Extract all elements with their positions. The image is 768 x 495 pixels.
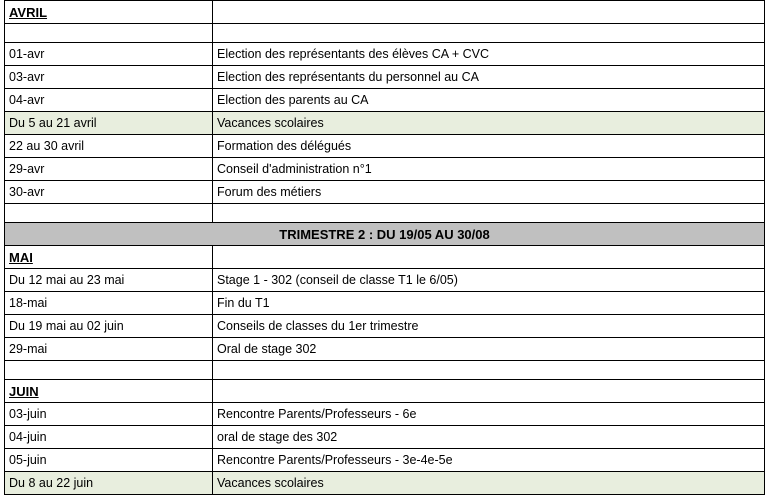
spacer-row xyxy=(5,204,765,223)
row-event: Vacances scolaires xyxy=(213,472,765,495)
row-event: Conseils de classes du 1er trimestre xyxy=(213,315,765,338)
month-header-filler xyxy=(213,380,765,403)
table-row xyxy=(5,292,765,315)
spacer-cell-event xyxy=(213,204,765,223)
table-row xyxy=(5,89,765,112)
month-header-filler xyxy=(213,246,765,269)
table-row xyxy=(5,315,765,338)
row-event: Rencontre Parents/Professeurs - 6e xyxy=(213,403,765,426)
row-event: Rencontre Parents/Professeurs - 3e-4e-5e xyxy=(213,449,765,472)
month-label-juin: JUIN xyxy=(9,383,39,399)
month-header-row xyxy=(5,246,765,269)
row-event: Election des parents au CA xyxy=(213,89,765,112)
month-name-cell xyxy=(5,380,213,403)
table-row xyxy=(5,338,765,361)
row-event: Vacances scolaires xyxy=(213,112,765,135)
calendar-table xyxy=(4,0,765,495)
row-date: 18-mai xyxy=(5,292,213,315)
row-date: 04-avr xyxy=(5,89,213,112)
month-header-filler xyxy=(213,1,765,24)
spacer-cell-date xyxy=(5,361,213,380)
row-event: Election des représentants du personnel au CA xyxy=(213,66,765,89)
month-label-mai: MAI xyxy=(9,249,33,265)
row-date: 05-juin xyxy=(5,449,213,472)
table-row xyxy=(5,426,765,449)
table-row xyxy=(5,403,765,426)
table-row xyxy=(5,135,765,158)
trimestre-banner-row xyxy=(5,223,765,246)
month-header-row xyxy=(5,380,765,403)
spacer-row xyxy=(5,24,765,43)
row-date: Du 8 au 22 juin xyxy=(5,472,213,495)
table-row xyxy=(5,269,765,292)
month-name-cell xyxy=(5,246,213,269)
month-name-cell xyxy=(5,1,213,24)
calendar-body xyxy=(5,1,765,495)
row-date: 04-juin xyxy=(5,426,213,449)
row-event: Oral de stage 302 xyxy=(213,338,765,361)
row-date: 22 au 30 avril xyxy=(5,135,213,158)
trimestre-banner-label: TRIMESTRE 2 : DU 19/05 AU 30/08 xyxy=(5,223,765,246)
row-event: Fin du T1 xyxy=(213,292,765,315)
row-date: 30-avr xyxy=(5,181,213,204)
row-date: 29-avr xyxy=(5,158,213,181)
table-row-holiday xyxy=(5,472,765,495)
table-row-holiday xyxy=(5,112,765,135)
row-event: Formation des délégués xyxy=(213,135,765,158)
table-row xyxy=(5,449,765,472)
table-row xyxy=(5,158,765,181)
row-date: 01-avr xyxy=(5,43,213,66)
month-header-row xyxy=(5,1,765,24)
row-date: 29-mai xyxy=(5,338,213,361)
row-date: Du 19 mai au 02 juin xyxy=(5,315,213,338)
row-event: Forum des métiers xyxy=(213,181,765,204)
spacer-cell-event xyxy=(213,361,765,380)
row-date: 03-juin xyxy=(5,403,213,426)
table-row xyxy=(5,181,765,204)
table-row xyxy=(5,66,765,89)
row-event: Conseil d'administration n°1 xyxy=(213,158,765,181)
row-event: Election des représentants des élèves CA + CVC xyxy=(213,43,765,66)
month-label-avril: AVRIL xyxy=(9,4,48,20)
spacer-row xyxy=(5,361,765,380)
row-event: Stage 1 - 302 (conseil de classe T1 le 6/05) xyxy=(213,269,765,292)
spacer-cell-event xyxy=(213,24,765,43)
spacer-cell-date xyxy=(5,24,213,43)
row-event: oral de stage des 302 xyxy=(213,426,765,449)
row-date: Du 12 mai au 23 mai xyxy=(5,269,213,292)
row-date: 03-avr xyxy=(5,66,213,89)
spacer-cell-date xyxy=(5,204,213,223)
row-date: Du 5 au 21 avril xyxy=(5,112,213,135)
table-row xyxy=(5,43,765,66)
